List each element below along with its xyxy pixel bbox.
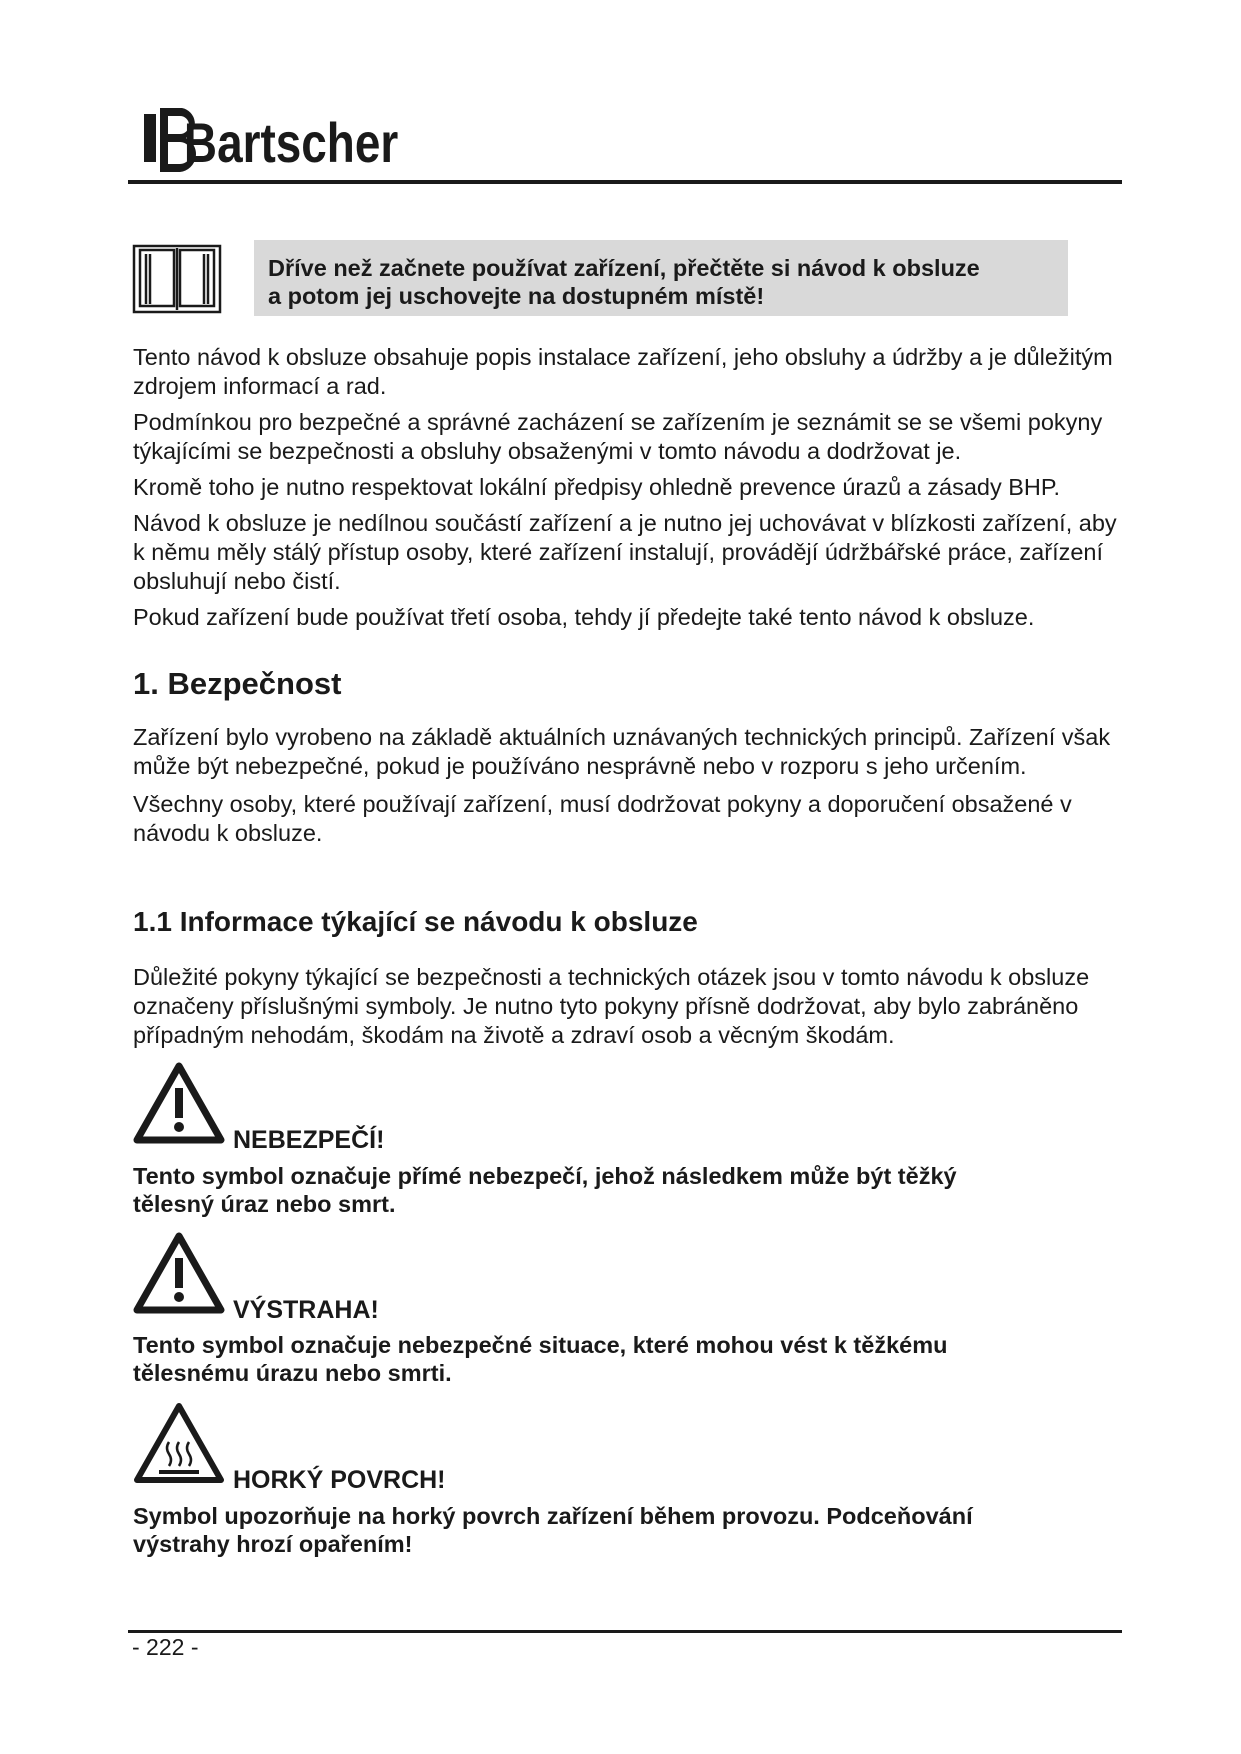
warning-title: VÝSTRAHA! (233, 1296, 379, 1324)
read-manual-notice (132, 238, 1068, 320)
hot-surface-title: HORKÝ POVRCH! (233, 1466, 446, 1494)
safety-paragraph-2: Všechny osoby, které používají zařízení, musí dodržovat pokyny a doporučení obsažené v návodu k obsluze. (133, 791, 1072, 846)
intro-paragraph-5: Pokud zařízení bude používat třetí osoba, tehdy jí předejte také tento návod k obsluze. (133, 604, 1035, 630)
bartscher-logo (138, 102, 398, 176)
safety-paragraph-1: Zařízení bylo vyrobeno na základě aktuálních uznávaných technických principů. Zařízení však může být nebezpečné, pokud je používáno nesprávně nebo v rozporu s jeho určením. (133, 724, 1111, 779)
intro-paragraph-1: Tento návod k obsluze obsahuje popis instalace zařízení, jeho obsluhy a údržby a je důležitým zdrojem informací a rad. (133, 344, 1113, 399)
section-title-manual-info: 1.1 Informace týkající se návodu k obsluze (133, 906, 698, 937)
notice-line-2: a potom jej uschovejte na dostupném místě! (268, 283, 765, 309)
intro-paragraph-2: Podmínkou pro bezpečné a správné zacházení se zařízením je seznámit se se všemi pokyny týkajícími se bezpečnosti a obsluhy obsaženými v tomto návodu a dodržovat je. (133, 409, 1103, 464)
open-book-icon (132, 240, 222, 316)
notice-line-1: Dříve než začnete používat zařízení, přečtěte si návod k obsluze (268, 255, 980, 281)
hot-surface-icon (133, 1402, 225, 1486)
footer-rule (128, 1630, 1122, 1633)
manual-info-paragraph: Důležité pokyny týkající se bezpečnosti a technických otázek jsou v tomto návodu k obsluze označeny příslušnými symboly. Je nutno tyto pokyny přísně dodržovat, aby bylo zabráněno případným nehodám, škodám na životě a zdraví osob a věcným škodám. (133, 964, 1090, 1048)
danger-title: NEBEZPEČÍ! (233, 1126, 385, 1154)
intro-text (133, 343, 1133, 632)
section-title-safety: 1. Bezpečnost (133, 666, 342, 701)
notice-text-box (254, 240, 1068, 316)
page-number: - 222 - (132, 1634, 199, 1660)
warning-icon (133, 1232, 225, 1316)
danger-text: Tento symbol označuje přímé nebezpečí, jehož následkem může být těžký tělesný úraz nebo smrt. (133, 1163, 957, 1217)
intro-paragraph-3: Kromě toho je nutno respektovat lokální předpisy ohledně prevence úrazů a zásady BHP. (133, 474, 1061, 500)
hot-surface-text: Symbol upozorňuje na horký povrch zařízení během provozu. Podceňování výstrahy hrozí opařením! (133, 1503, 973, 1557)
safety-text (133, 723, 1133, 848)
header-rule (128, 180, 1122, 184)
logo-wordmark: Bartscher (183, 111, 398, 175)
danger-warning-icon (133, 1062, 225, 1146)
intro-paragraph-4: Návod k obsluze je nedílnou součástí zařízení a je nutno jej uchovávat v blízkosti zařízení, aby k němu měly stálý přístup osoby, které zařízení instalují, provádějí údržbářské práce, zařízení obsluhují nebo čistí. (133, 510, 1117, 594)
manual-info-text (133, 963, 1133, 1050)
warning-text: Tento symbol označuje nebezpečné situace, které mohou vést k těžkému tělesnému úrazu nebo smrti. (133, 1332, 948, 1386)
